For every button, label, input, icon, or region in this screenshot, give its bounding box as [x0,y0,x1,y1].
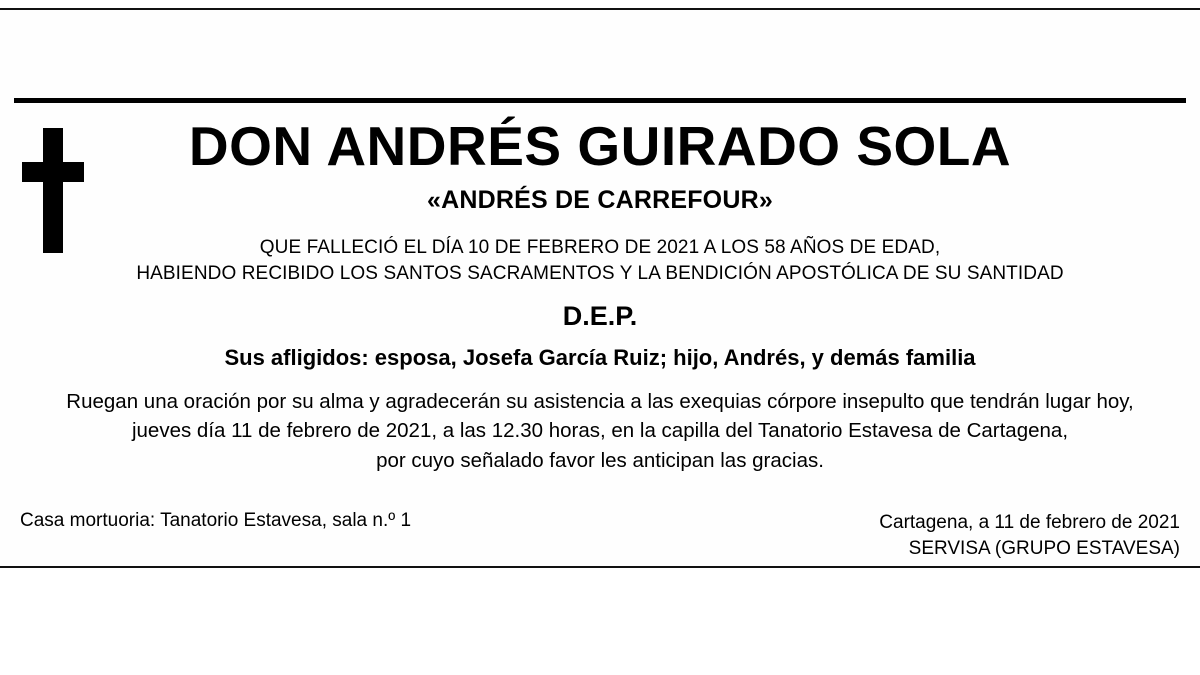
footer-right-block [879,510,1186,561]
funeral-request [14,387,1186,476]
death-details-line-1: QUE FALLECIÓ EL DÍA 10 DE FEBRERO DE 2021 A LOS 58 AÑOS DE EDAD, [259,236,941,258]
top-divider-rule [14,98,1186,103]
mortuary-location: Casa mortuoria: Tanatorio Estavesa, sala n.º 1 [20,510,412,531]
funeral-home-name: SERVISA (GRUPO ESTAVESA) [908,537,1180,559]
obituary-footer [14,510,1186,561]
deceased-alias: «ANDRÉS DE CARREFOUR» [427,185,773,214]
obituary-notice-card [0,8,1200,568]
dep-abbreviation: D.E.P. [562,300,638,331]
funeral-request-line-1: Ruegan una oración por su alma y agradecerán su asistencia a las exequias córpore insepulto que tendrán lugar hoy, [66,389,1134,413]
death-details-line-2: HABIENDO RECIBIDO LOS SANTOS SACRAMENTOS Y LA BENDICIÓN APOSTÓLICA DE SU SANTIDAD [136,262,1064,284]
funeral-request-line-2: jueves día 11 de febrero de 2021, a las 12.30 horas, en la capilla del Tanatorio Estavesa de Cartagena, [131,419,1069,443]
funeral-request-line-3: por cuyo señalado favor les anticipan las gracias. [376,449,824,473]
deceased-name: DON ANDRÉS GUIRADO SOLA [188,115,1012,177]
obituary-content [14,110,1186,476]
bereaved-family: Sus afligidos: esposa, Josefa García Ruiz; hijo, Andrés, y demás familia [224,344,976,370]
place-and-date: Cartagena, a 11 de febrero de 2021 [879,512,1180,533]
